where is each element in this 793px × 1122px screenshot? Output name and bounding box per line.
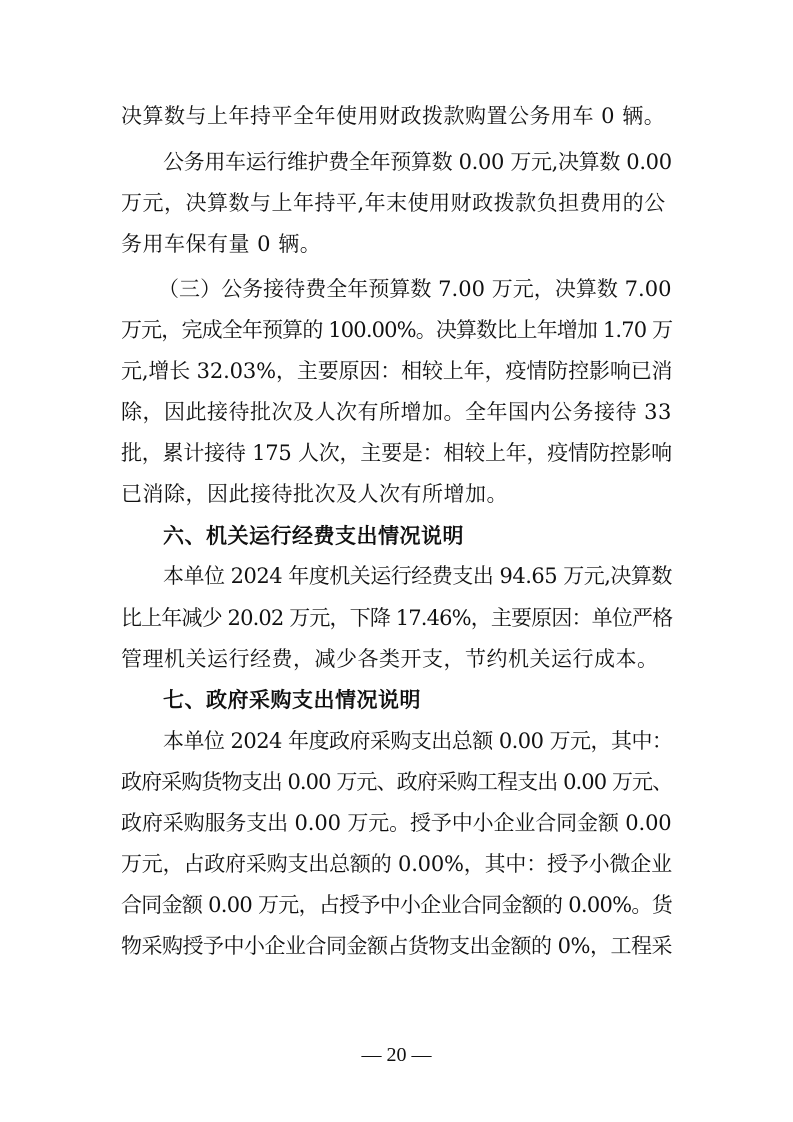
paragraph-line: 政府采购服务支出 0.00 万元。授予中小企业合同金额 0.00 [121, 811, 672, 835]
paragraph-line: 比上年减少 20.02 万元，下降 17.46%，主要原因：单位严格 [121, 606, 673, 630]
paragraph-line: 决算数与上年持平全年使用财政拨款购置公务用车 0 辆。 [121, 104, 666, 128]
paragraph-line: 本单位 2024 年度机关运行经费支出 94.65 万元,决算数 [163, 564, 672, 588]
page-number: — 20 — [361, 1044, 432, 1066]
paragraph-line: 管理机关运行经费，减少各类开支，节约机关运行成本。 [121, 647, 659, 671]
paragraph-line: 元,增长 32.03%，主要原因：相较上年，疫情防控影响已消 [121, 359, 673, 383]
paragraph-line: 合同金额 0.00 万元，占授予中小企业合同金额的 0.00%。货 [121, 893, 672, 917]
paragraph-line: 万元，占政府采购支出总额的 0.00%，其中：授予小微企业 [121, 852, 672, 876]
paragraph-line: （三）公务接待费全年预算数 7.00 万元，决算数 7.00 [158, 277, 672, 301]
section-heading: 六、机关运行经费支出情况说明 [163, 524, 464, 548]
paragraph-line: 物采购授予中小企业合同金额占货物支出金额的 0%，工程采 [121, 934, 672, 958]
paragraph-line: 万元，完成全年预算的 100.00%。决算数比上年增加 1.70 万 [121, 318, 673, 342]
paragraph-line: 除，因此接待批次及人次有所增加。全年国内公务接待 33 [121, 400, 672, 424]
paragraph-line: 已消除，因此接待批次及人次有所增加。 [121, 482, 508, 506]
paragraph-line: 万元，决算数与上年持平,年末使用财政拨款负担费用的公 [121, 191, 666, 215]
paragraph-line: 本单位 2024 年度政府采购支出总额 0.00 万元，其中： [163, 729, 673, 753]
section-heading: 七、政府采购支出情况说明 [163, 688, 421, 712]
paragraph-line: 务用车保有量 0 辆。 [121, 232, 322, 256]
paragraph-line: 批，累计接待 175 人次，主要是：相较上年，疫情防控影响 [121, 441, 672, 465]
paragraph-line: 政府采购货物支出 0.00 万元、政府采购工程支出 0.00 万元、 [121, 770, 673, 794]
paragraph-line: 公务用车运行维护费全年预算数 0.00 万元,决算数 0.00 [163, 150, 672, 174]
